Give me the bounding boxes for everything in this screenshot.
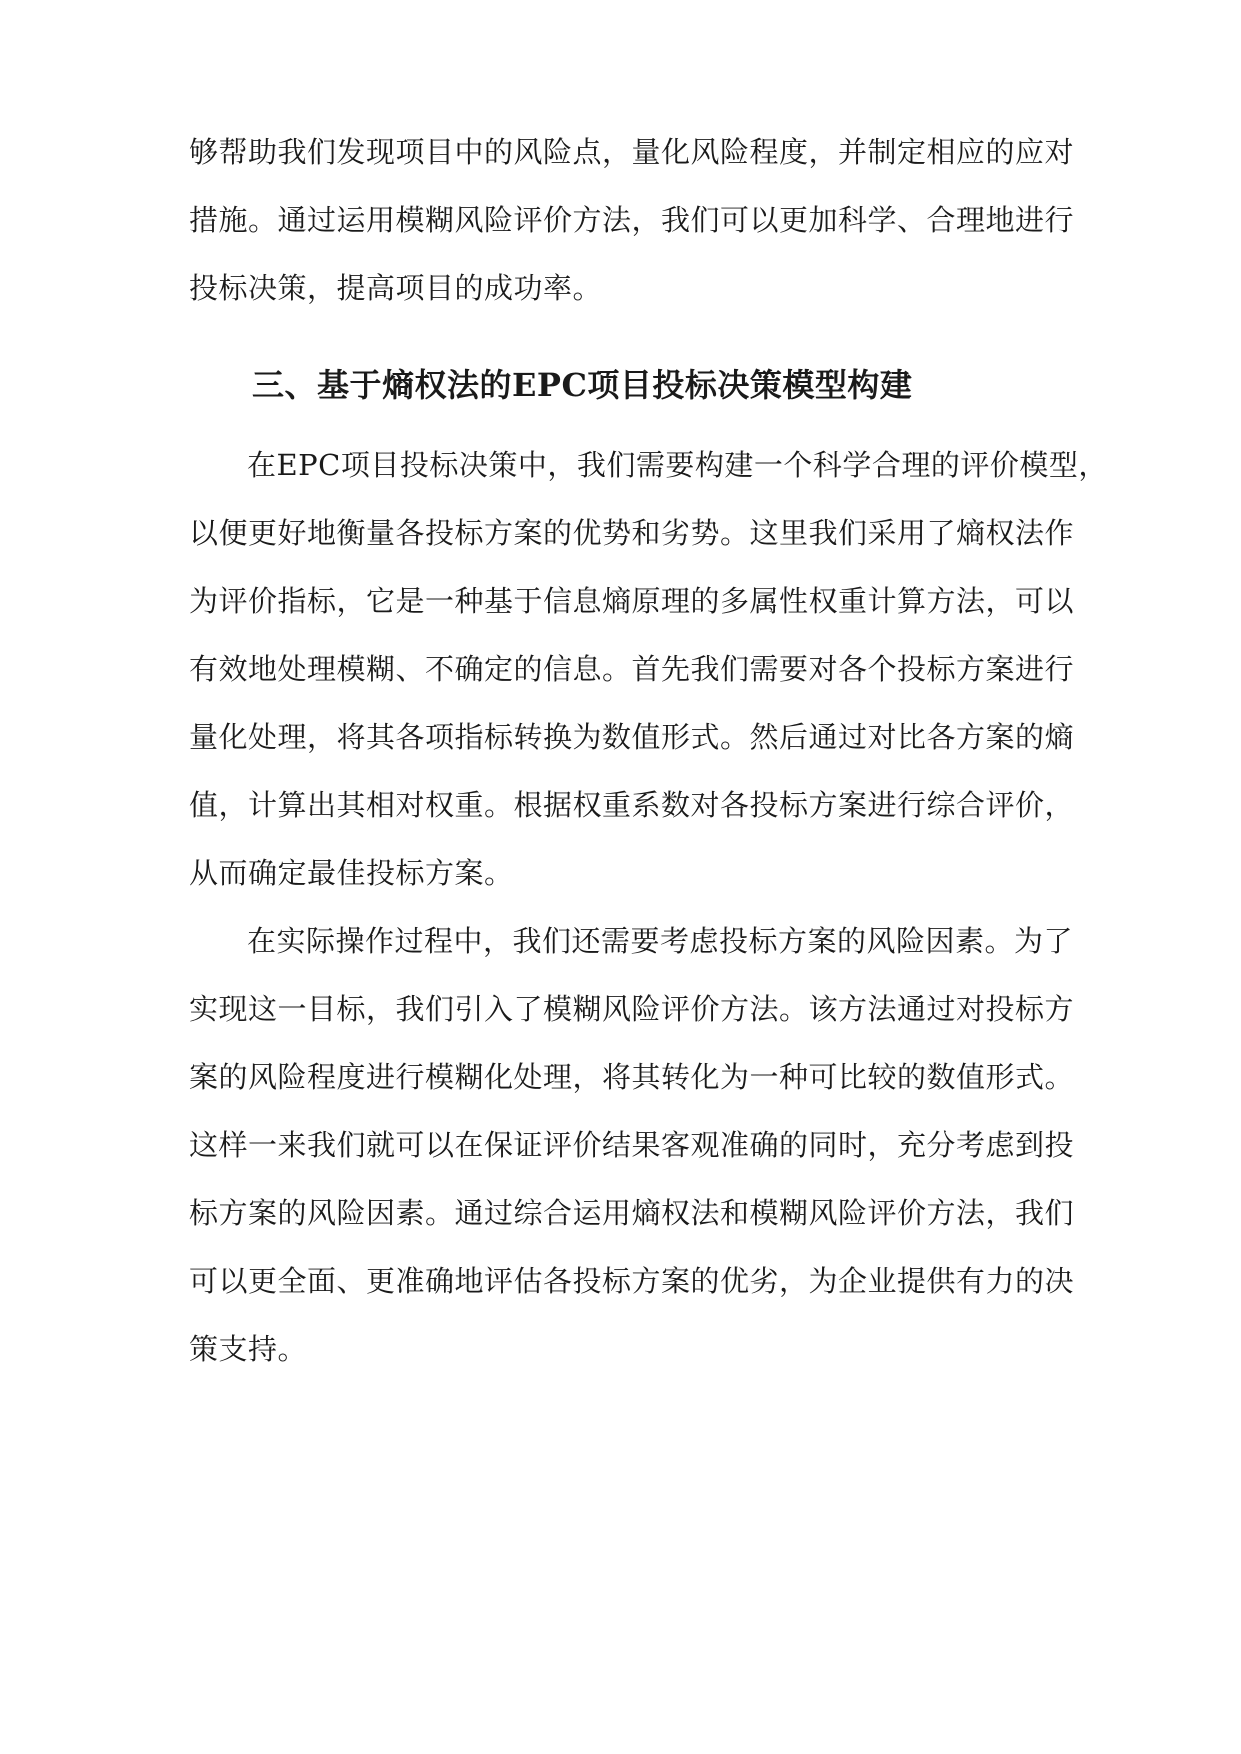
paragraph-2-line-3: 案的风险程度进行模糊化处理，将其转化为一种可比较的数值形式。: [189, 1060, 1075, 1094]
paragraph-1-line-4: 有效地处理模糊、不确定的信息。首先我们需要对各个投标方案进行: [189, 652, 1075, 686]
paragraph-1-line-7: 从而确定最佳投标方案。: [189, 856, 514, 890]
paragraph-2-line-5: 标方案的风险因素。通过综合运用熵权法和模糊风险评价方法，我们: [189, 1196, 1075, 1230]
paragraph-1-line-3: 为评价指标，它是一种基于信息熵原理的多属性权重计算方法，可以: [189, 584, 1075, 618]
paragraph-2-line-2: 实现这一目标，我们引入了模糊风险评价方法。该方法通过对投标方: [189, 992, 1075, 1026]
section-heading: 三、基于熵权法的EPC项目投标决策模型构建: [252, 366, 913, 404]
paragraph-1-line-6: 值，计算出其相对权重。根据权重系数对各投标方案进行综合评价，: [189, 788, 1075, 822]
paragraph-2-line-1: 在实际操作过程中，我们还需要考虑投标方案的风险因素。为了: [247, 924, 1074, 958]
paragraph-2-line-6: 可以更全面、更准确地评估各投标方案的优劣，为企业提供有力的决: [189, 1264, 1075, 1298]
paragraph-2-line-7: 策支持。: [189, 1332, 308, 1366]
paragraph-1-line-5: 量化处理，将其各项指标转换为数值形式。然后通过对比各方案的熵: [189, 720, 1075, 754]
intro-line-3: 投标决策，提高项目的成功率。: [189, 271, 603, 305]
paragraph-1-line-2: 以便更好地衡量各投标方案的优势和劣势。这里我们采用了熵权法作: [189, 516, 1075, 550]
intro-line-2: 措施。通过运用模糊风险评价方法，我们可以更加科学、合理地进行: [189, 203, 1075, 237]
paragraph-2-line-4: 这样一来我们就可以在保证评价结果客观准确的同时，充分考虑到投: [189, 1128, 1075, 1162]
paragraph-1-line-1: 在EPC项目投标决策中，我们需要构建一个科学合理的评价模型，: [247, 448, 1108, 482]
intro-line-1: 够帮助我们发现项目中的风险点，量化风险程度，并制定相应的应对: [189, 135, 1075, 169]
